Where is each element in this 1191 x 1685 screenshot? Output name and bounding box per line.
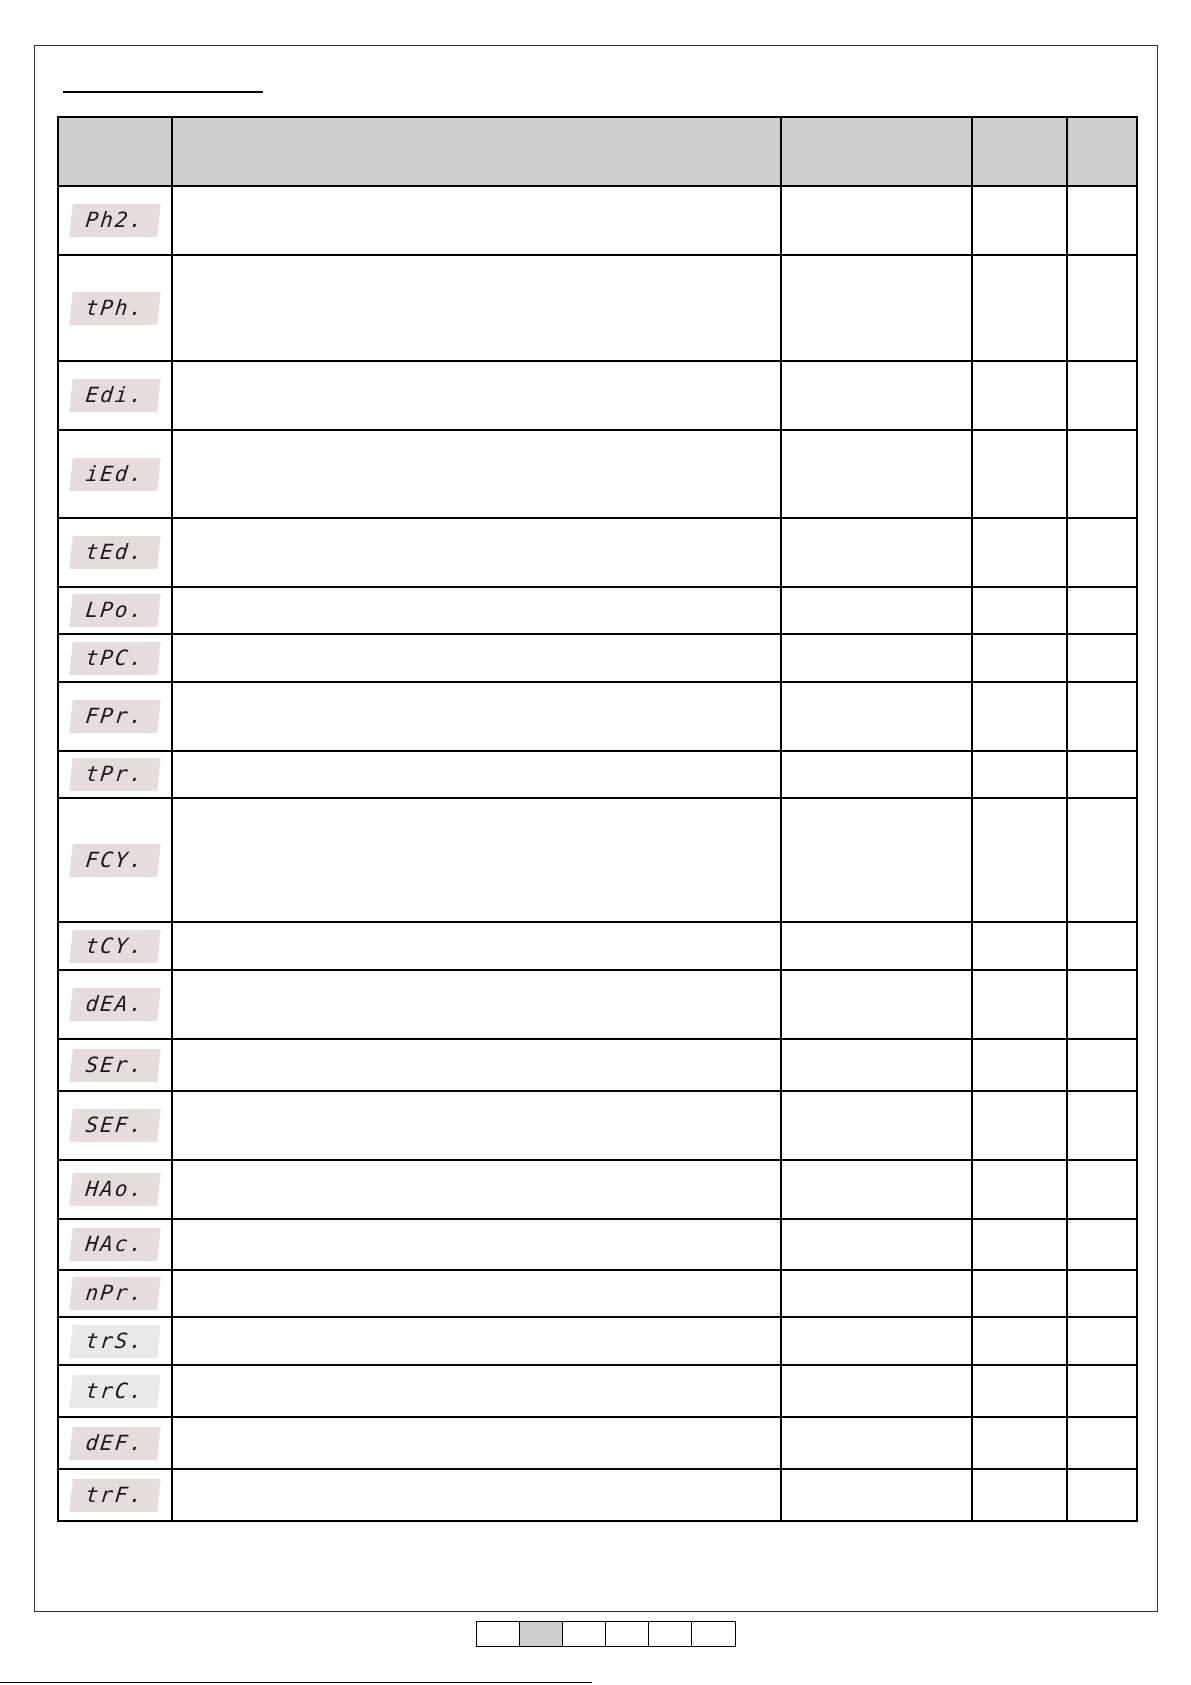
cell-description [172, 430, 781, 518]
cell-unit [1067, 361, 1137, 430]
cell-unit [1067, 186, 1137, 255]
cell-unit [1067, 1417, 1137, 1469]
parameter-code-cell [58, 634, 172, 682]
cell-range [781, 1039, 972, 1091]
table-row [58, 1469, 1137, 1521]
cell-range [781, 634, 972, 682]
cell-description [172, 1160, 781, 1219]
header-range [781, 117, 972, 186]
cell-unit [1067, 430, 1137, 518]
parameter-code-cell [58, 1039, 172, 1091]
cell-unit [1067, 798, 1137, 922]
table-row [58, 751, 1137, 798]
cell-unit [1067, 1039, 1137, 1091]
table-row [58, 634, 1137, 682]
parameter-code-cell [58, 1365, 172, 1417]
cell-description [172, 634, 781, 682]
parameter-code-cell [58, 1317, 172, 1365]
cell-unit [1067, 1160, 1137, 1219]
cell-description [172, 361, 781, 430]
cell-description [172, 186, 781, 255]
table-row [58, 1160, 1137, 1219]
cell-range [781, 1270, 972, 1317]
parameter-code-cell [58, 798, 172, 922]
cell-default [972, 1417, 1067, 1469]
parameter-code-cell [58, 1091, 172, 1160]
cell-description [172, 1091, 781, 1160]
cell-default [972, 970, 1067, 1039]
parameter-code-cell [58, 1160, 172, 1219]
cell-default [972, 1039, 1067, 1091]
header-code [58, 117, 172, 186]
table-row [58, 587, 1137, 634]
parameter-code-display: SEr. [69, 1049, 160, 1082]
cell-default [972, 430, 1067, 518]
cell-unit [1067, 587, 1137, 634]
parameter-code-cell [58, 682, 172, 751]
table-row [58, 255, 1137, 361]
parameter-code-display: nPr. [69, 1277, 160, 1310]
cell-unit [1067, 1091, 1137, 1160]
page-box[interactable] [606, 1622, 649, 1646]
cell-range [781, 1317, 972, 1365]
parameter-code-cell [58, 751, 172, 798]
cell-unit [1067, 634, 1137, 682]
cell-default [972, 634, 1067, 682]
cell-range [781, 587, 972, 634]
table-row [58, 361, 1137, 430]
table-row [58, 922, 1137, 970]
cell-description [172, 1469, 781, 1521]
page-box[interactable] [563, 1622, 606, 1646]
cell-default [972, 361, 1067, 430]
parameter-code-cell [58, 518, 172, 587]
cell-range [781, 1417, 972, 1469]
header-unit [1067, 117, 1137, 186]
table-row [58, 1317, 1137, 1365]
table-row [58, 1417, 1137, 1469]
table-row [58, 186, 1137, 255]
cell-description [172, 970, 781, 1039]
parameter-code-display: FPr. [69, 700, 160, 733]
parameter-code-cell [58, 1469, 172, 1521]
parameter-code-display: dEF. [69, 1427, 160, 1460]
cell-description [172, 255, 781, 361]
footer-line [0, 1682, 592, 1683]
cell-default [972, 1160, 1067, 1219]
cell-range [781, 255, 972, 361]
cell-range [781, 1219, 972, 1270]
cell-range [781, 518, 972, 587]
table-row [58, 430, 1137, 518]
cell-range [781, 430, 972, 518]
parameter-code-cell [58, 1219, 172, 1270]
cell-unit [1067, 922, 1137, 970]
page-box[interactable] [477, 1622, 520, 1646]
table-row [58, 798, 1137, 922]
parameter-code-display: Edi. [69, 379, 160, 412]
cell-range [781, 751, 972, 798]
cell-default [972, 1219, 1067, 1270]
cell-default [972, 1270, 1067, 1317]
cell-description [172, 798, 781, 922]
cell-range [781, 682, 972, 751]
cell-description [172, 1219, 781, 1270]
cell-unit [1067, 1365, 1137, 1417]
parameter-code-display: LPo. [69, 594, 160, 627]
cell-range [781, 1365, 972, 1417]
page-box[interactable] [520, 1622, 563, 1646]
cell-description [172, 1365, 781, 1417]
parameter-code-display: dEA. [69, 988, 160, 1021]
cell-description [172, 682, 781, 751]
parameter-table [57, 116, 1138, 1522]
parameter-code-display: FCY. [69, 844, 160, 877]
cell-description [172, 1417, 781, 1469]
cell-description [172, 922, 781, 970]
parameter-code-display: tPC. [69, 642, 160, 675]
cell-range [781, 1091, 972, 1160]
cell-unit [1067, 518, 1137, 587]
table-row [58, 1365, 1137, 1417]
table-row [58, 682, 1137, 751]
cell-default [972, 798, 1067, 922]
parameter-code-display: Ph2. [69, 204, 160, 237]
cell-range [781, 1469, 972, 1521]
parameter-code-cell [58, 922, 172, 970]
cell-default [972, 1365, 1067, 1417]
cell-default [972, 518, 1067, 587]
cell-range [781, 970, 972, 1039]
cell-default [972, 682, 1067, 751]
cell-unit [1067, 1317, 1137, 1365]
table-row [58, 970, 1137, 1039]
parameter-code-display: iEd. [69, 458, 160, 491]
parameter-code-display: SEF. [69, 1109, 160, 1142]
cell-unit [1067, 1219, 1137, 1270]
parameter-code-cell [58, 970, 172, 1039]
parameter-code-display: tEd. [69, 536, 160, 569]
cell-unit [1067, 1270, 1137, 1317]
cell-range [781, 1160, 972, 1219]
cell-default [972, 922, 1067, 970]
parameter-code-display: HAo. [69, 1173, 160, 1206]
parameter-code-display: tPh. [69, 292, 160, 325]
parameter-code-display: trF. [69, 1479, 160, 1512]
parameter-code-display: trS. [69, 1325, 160, 1358]
cell-description [172, 587, 781, 634]
table-row [58, 518, 1137, 587]
cell-range [781, 361, 972, 430]
table-row [58, 1039, 1137, 1091]
page-box[interactable] [649, 1622, 692, 1646]
cell-default [972, 1091, 1067, 1160]
header-default [972, 117, 1067, 186]
parameter-code-display: tCY. [69, 930, 160, 963]
cell-description [172, 751, 781, 798]
cell-default [972, 255, 1067, 361]
table-row [58, 1219, 1137, 1270]
parameter-code-cell [58, 1270, 172, 1317]
cell-range [781, 798, 972, 922]
cell-description [172, 1317, 781, 1365]
cell-unit [1067, 255, 1137, 361]
title-underline [63, 91, 263, 93]
table-row [58, 1270, 1137, 1317]
page-navigation [476, 1621, 736, 1647]
parameter-code-cell [58, 587, 172, 634]
cell-unit [1067, 1469, 1137, 1521]
page-box[interactable] [692, 1622, 735, 1646]
header-description [172, 117, 781, 186]
parameter-code-display: HAc. [69, 1228, 160, 1261]
parameter-code-cell [58, 1417, 172, 1469]
cell-description [172, 1270, 781, 1317]
parameter-code-cell [58, 255, 172, 361]
cell-default [972, 751, 1067, 798]
parameter-code-cell [58, 361, 172, 430]
table-header-row [58, 117, 1137, 186]
cell-unit [1067, 682, 1137, 751]
cell-default [972, 587, 1067, 634]
cell-default [972, 1317, 1067, 1365]
parameter-code-display: tPr. [69, 758, 160, 791]
cell-description [172, 1039, 781, 1091]
cell-unit [1067, 970, 1137, 1039]
cell-default [972, 186, 1067, 255]
cell-description [172, 518, 781, 587]
cell-default [972, 1469, 1067, 1521]
cell-unit [1067, 751, 1137, 798]
parameter-code-cell [58, 186, 172, 255]
cell-range [781, 186, 972, 255]
table-row [58, 1091, 1137, 1160]
cell-range [781, 922, 972, 970]
parameter-code-cell [58, 430, 172, 518]
parameter-code-display: trC. [69, 1375, 160, 1408]
